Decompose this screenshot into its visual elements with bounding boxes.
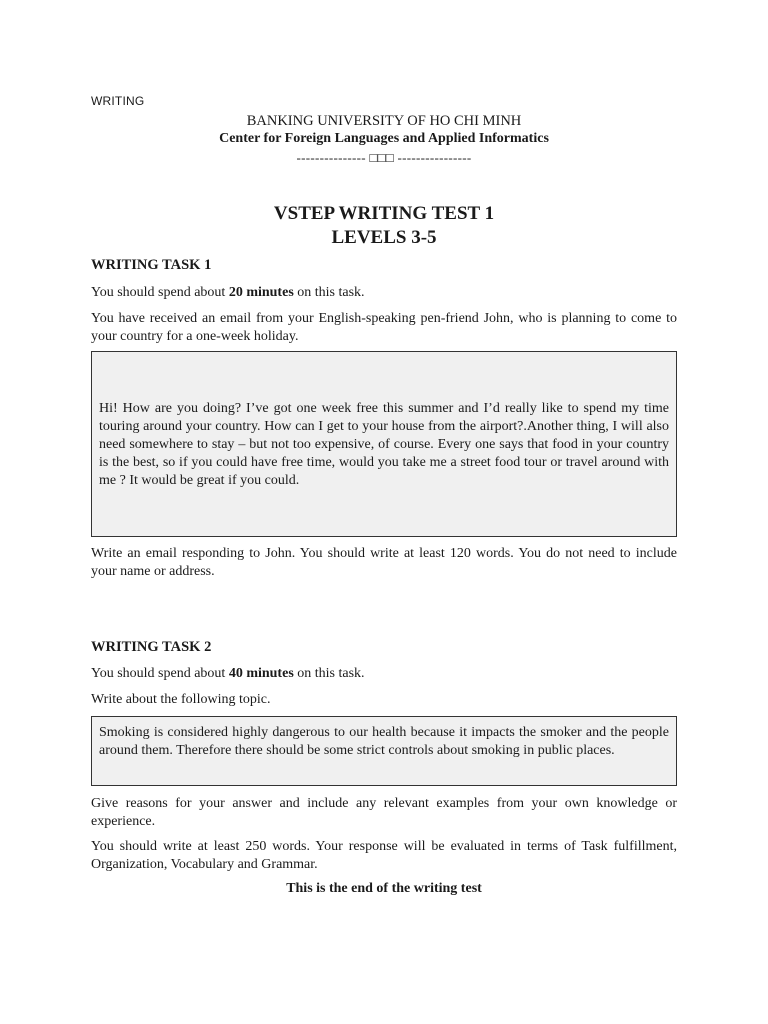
task1-time-prefix: You should spend about xyxy=(91,285,229,300)
task2-time xyxy=(91,665,677,683)
task2-requirement: You should write at least 250 words. Your response will be evaluated in terms of Task fulfillment, Organization, Vocabulary and Grammar. xyxy=(91,839,677,872)
test-title: VSTEP WRITING TEST 1 xyxy=(273,203,495,224)
task2-topic-intro: Write about the following topic. xyxy=(91,692,271,707)
task1-time-suffix: on this task. xyxy=(293,285,365,300)
test-levels: LEVELS 3-5 xyxy=(331,227,437,248)
end-of-test-note: This is the end of the writing test xyxy=(286,881,482,896)
task2-topic-box xyxy=(91,716,677,786)
task2-time-suffix: on this task. xyxy=(293,666,365,681)
university-name: BANKING UNIVERSITY OF HO CHI MINH xyxy=(246,113,522,129)
task2-time-value: 40 minutes xyxy=(228,666,294,681)
task2-topic-text: Smoking is considered highly dangerous to our health because it impacts the smoker and the people around them. Therefore there should be some strict controls about smoking in public places. xyxy=(99,725,669,758)
task2-heading: WRITING TASK 2 xyxy=(91,639,212,655)
decorative-divider: --------------- □□□ ---------------- xyxy=(296,150,472,165)
task1-time xyxy=(91,284,677,302)
document-page xyxy=(91,0,677,1024)
task1-heading: WRITING TASK 1 xyxy=(91,257,212,273)
task1-email-text: Hi! How are you doing? I’ve got one week free this summer and I’d really like to spend my time touring around your country. How can I get to your house from the airport?.Another thing, I will also need somewhere to stay – but not too expensive, of course. Every one says that food in your country is the best, so if you could have free time, would you take me a street food tour or travel around with me ? It would be great if you could. xyxy=(99,401,669,488)
task1-intro: You have received an email from your English-speaking pen-friend John, who is planning to come to your country for a one-week holiday. xyxy=(91,311,677,344)
task1-email-box xyxy=(91,351,677,537)
task1-time-value: 20 minutes xyxy=(228,285,294,300)
center-name: Center for Foreign Languages and Applied Informatics xyxy=(219,131,549,146)
section-tag: WRITING xyxy=(91,94,145,108)
task1-instruction: Write an email responding to John. You should write at least 120 words. You do not need to include your name or address. xyxy=(91,546,677,579)
task2-time-prefix: You should spend about xyxy=(91,666,229,681)
task2-reasons: Give reasons for your answer and include any relevant examples from your own knowledge or experience. xyxy=(91,796,677,829)
